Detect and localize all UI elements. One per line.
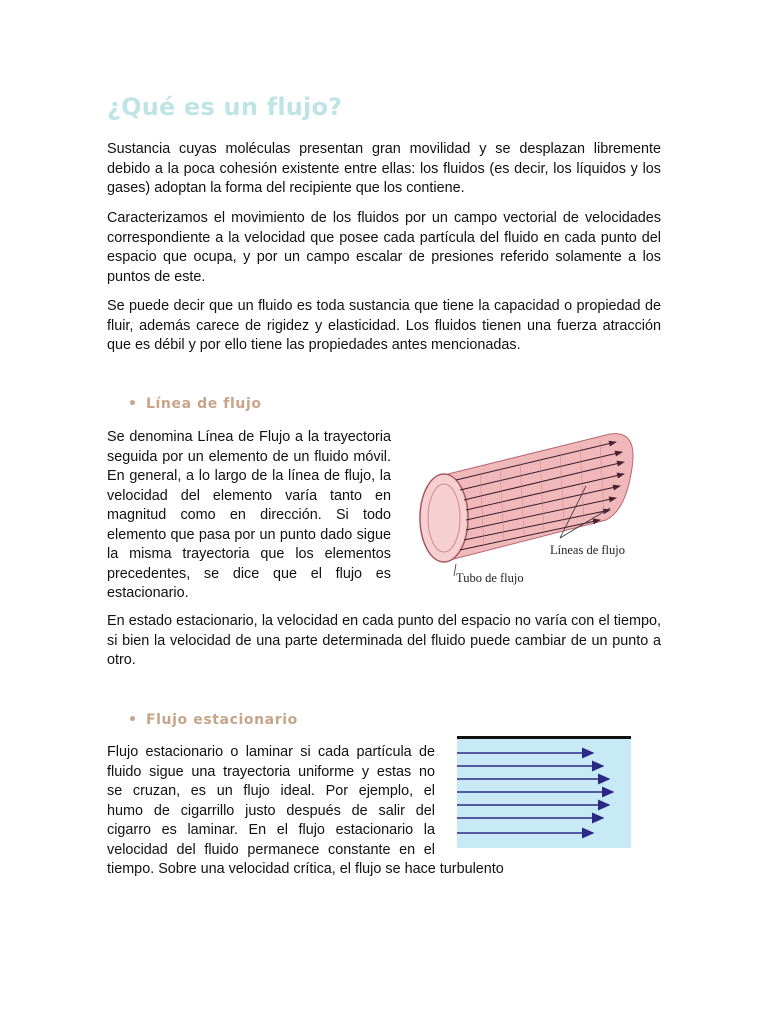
paragraph-linea-de-flujo: Se denomina Línea de Flujo a la trayectoria seguida por un elemento de un fluido móvil. En general, a lo largo de la línea de flujo, la velocidad del elemento varía tanto en magnitud como en dirección. Si todo elemento que pasa por un punto dado sigue la misma trayectoria que los elementos precedentes, se dice que el flujo es estacionario.: [107, 429, 391, 601]
text-line: velocidad del fluido permanece constante en el: [107, 841, 435, 858]
tube-opening: [420, 474, 468, 562]
text-line: Flujo estacionario o laminar si cada partícula de: [107, 744, 435, 760]
section-heading-text: Flujo estacionario: [146, 712, 298, 728]
laminar-flow-figure: [457, 736, 633, 850]
text-line: se cruzan, es un flujo ideal. Por ejemplo, el: [107, 783, 435, 799]
label-lineas-de-flujo: Líneas de flujo: [550, 543, 625, 557]
paragraph-estado-estacionario: En estado estacionario, la velocidad en cada punto del espacio no varía con el tiempo, si bien la velocidad de una parte determinada del fluido puede cambiar de un punto a otro.: [107, 613, 661, 668]
paragraph-flujo-estacionario: [107, 743, 435, 860]
text-line: cigarro es laminar. En el flujo estacionario la: [107, 822, 435, 838]
bullet-icon: •: [128, 712, 138, 728]
bullet-icon: •: [128, 396, 138, 412]
label-tubo-de-flujo: Tubo de flujo: [456, 571, 524, 585]
text-line: humo de cigarrillo justo después de salir del: [107, 802, 435, 819]
paragraph-properties: Se puede decir que un fluido es toda sustancia que tiene la capacidad o propiedad de fluir, además carece de rigidez y elasticidad. Los fluidos tienen una fuerza atracción que es débil y por ello tiene las propiedades antes mencionadas.: [107, 298, 661, 353]
section-heading-flujo-estacionario: [128, 712, 298, 728]
page-title: ¿Qué es un flujo?: [107, 93, 343, 121]
paragraph-movement: Caracterizamos el movimiento de los fluidos por un campo vectorial de velocidades correspondiente a la velocidad que posee cada partícula del fluido en cada punto del espacio que ocupa, y por un campo escalar de presiones referido solamente a los puntos de este.: [107, 210, 661, 285]
section-heading-text: Línea de flujo: [146, 396, 262, 412]
text-line: fluido sigue una trayectoria uniforme y estas no: [107, 763, 435, 780]
flow-tube-figure: [410, 428, 646, 590]
section-heading-linea-de-flujo: [128, 396, 262, 412]
paragraph-definition: Sustancia cuyas moléculas presentan gran movilidad y se desplazan libremente debido a la poca cohesión existente entre ellas: los fluidos (es decir, los líquidos y los gases) adoptan la forma del recipiente que los contiene.: [107, 141, 661, 196]
paragraph-flujo-estacionario-end: tiempo. Sobre una velocidad crítica, el flujo se hace turbulento: [107, 861, 504, 877]
